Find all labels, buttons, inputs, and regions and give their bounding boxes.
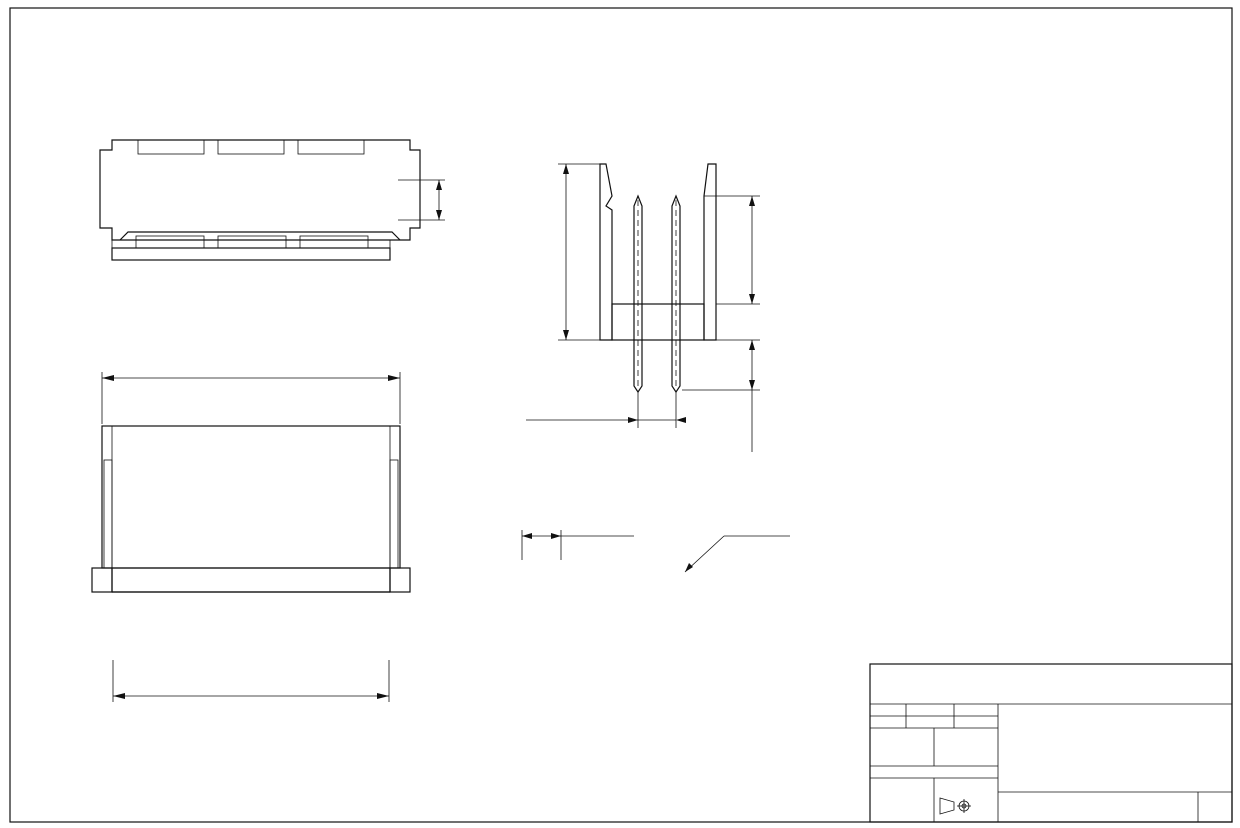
front-view xyxy=(92,372,410,702)
projection-symbol-icon xyxy=(940,798,971,814)
pcb-hole-layout xyxy=(522,530,790,572)
top-view xyxy=(100,140,445,260)
side-view xyxy=(526,164,760,452)
title-block xyxy=(870,664,1232,822)
sheet-border xyxy=(10,8,1232,822)
